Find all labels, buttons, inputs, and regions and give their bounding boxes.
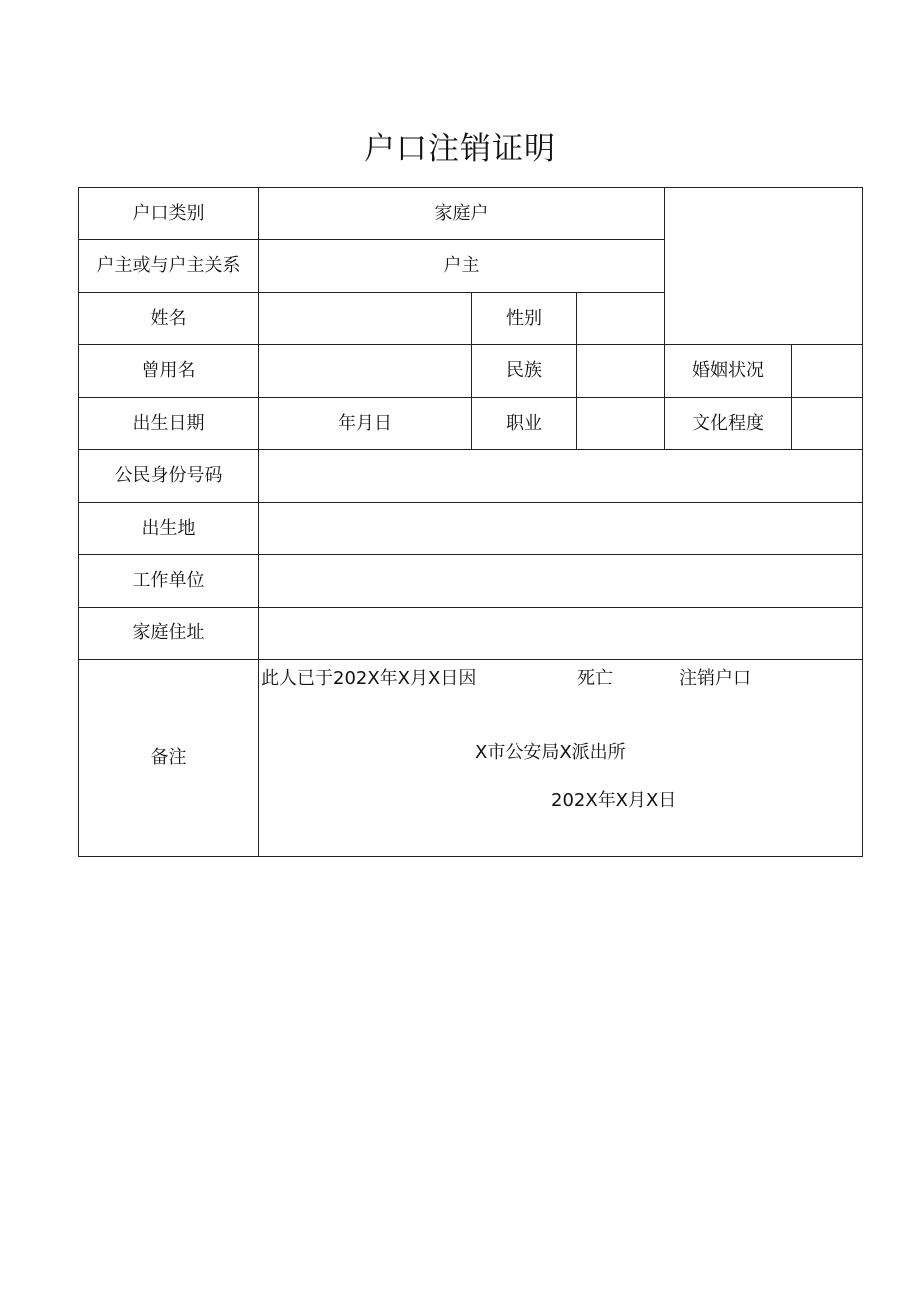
remarks-action: 注销户口 bbox=[679, 668, 751, 690]
table-row bbox=[79, 345, 863, 397]
household-type-value: 家庭户 bbox=[259, 188, 665, 240]
remarks-issue-date: 202X年X月X日 bbox=[551, 790, 677, 812]
name-value[interactable] bbox=[259, 292, 472, 344]
workplace-value[interactable] bbox=[259, 555, 863, 607]
birthplace-label: 出生地 bbox=[79, 502, 259, 554]
ethnicity-value[interactable] bbox=[577, 345, 665, 397]
ethnicity-label: 民族 bbox=[472, 345, 577, 397]
former-name-label: 曾用名 bbox=[79, 345, 259, 397]
photo-area bbox=[665, 188, 863, 345]
workplace-label: 工作单位 bbox=[79, 555, 259, 607]
table-row bbox=[79, 555, 863, 607]
id-number-value[interactable] bbox=[259, 450, 863, 502]
address-value[interactable] bbox=[259, 607, 863, 659]
remarks-reason: 死亡 bbox=[577, 668, 613, 690]
birth-date-label: 出生日期 bbox=[79, 397, 259, 449]
id-number-label: 公民身份号码 bbox=[79, 450, 259, 502]
table-row bbox=[79, 660, 863, 857]
occupation-label: 职业 bbox=[472, 397, 577, 449]
occupation-value[interactable] bbox=[577, 397, 665, 449]
table-row bbox=[79, 450, 863, 502]
education-value[interactable] bbox=[792, 397, 863, 449]
table-row bbox=[79, 502, 863, 554]
relation-label: 户主或与户主关系 bbox=[79, 240, 259, 292]
former-name-value[interactable] bbox=[259, 345, 472, 397]
household-type-label: 户口类别 bbox=[79, 188, 259, 240]
table-row bbox=[79, 607, 863, 659]
table-row bbox=[79, 188, 863, 240]
deregistration-form-table bbox=[78, 187, 863, 857]
birthplace-value[interactable] bbox=[259, 502, 863, 554]
gender-value[interactable] bbox=[577, 292, 665, 344]
birth-date-value[interactable]: 年月日 bbox=[259, 397, 472, 449]
remarks-issuer: X市公安局X派出所 bbox=[475, 742, 626, 764]
name-label: 姓名 bbox=[79, 292, 259, 344]
address-label: 家庭住址 bbox=[79, 607, 259, 659]
education-label: 文化程度 bbox=[665, 397, 792, 449]
gender-label: 性别 bbox=[472, 292, 577, 344]
page-title: 户口注销证明 bbox=[364, 131, 556, 167]
table-row bbox=[79, 397, 863, 449]
marital-status-label: 婚姻状况 bbox=[665, 345, 792, 397]
remarks-content bbox=[259, 660, 863, 857]
remarks-statement: 此人已于202X年X月X日因 bbox=[261, 668, 477, 690]
relation-value: 户主 bbox=[259, 240, 665, 292]
marital-status-value[interactable] bbox=[792, 345, 863, 397]
remarks-label: 备注 bbox=[79, 660, 259, 857]
